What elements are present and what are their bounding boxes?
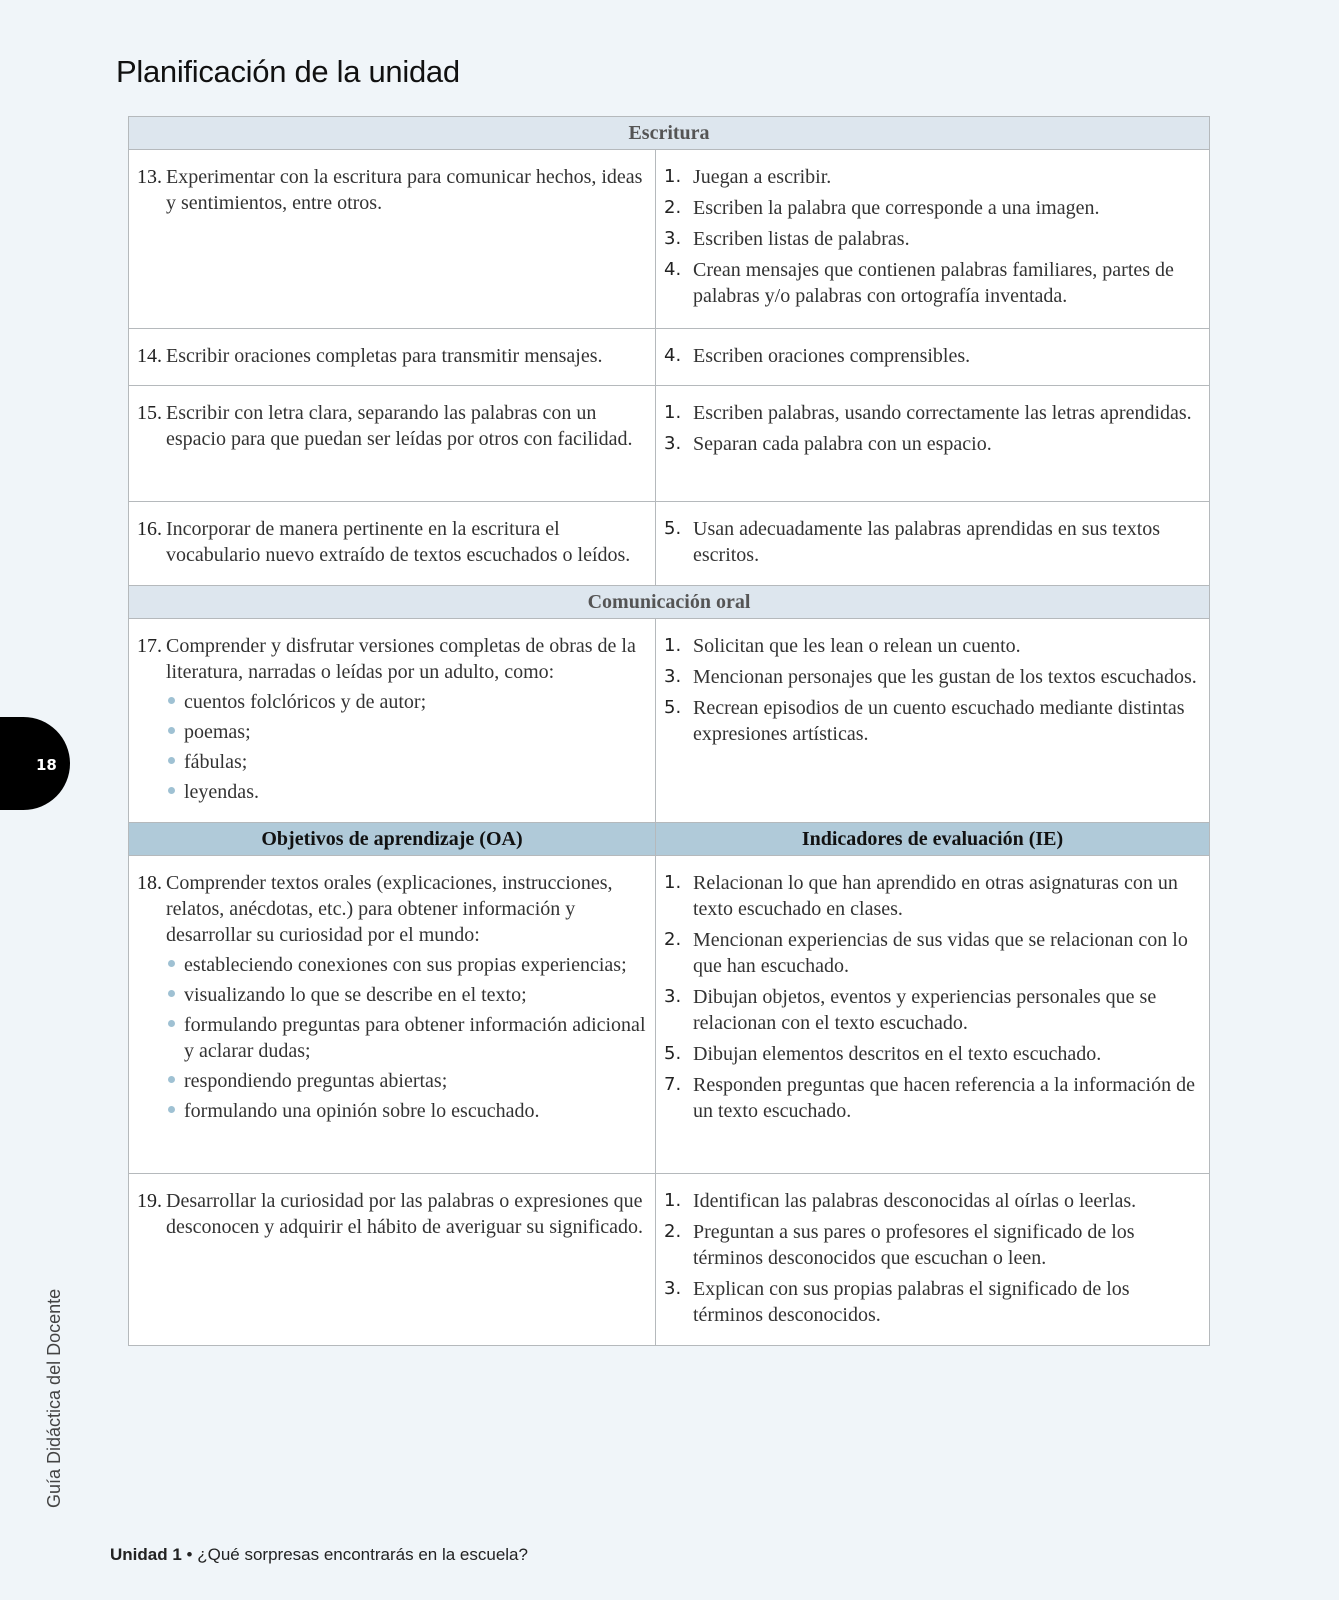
indicator-text: Explican con sus propias palabras el significado de los términos desconocidos. [693,1278,1130,1326]
ie-cell [656,619,1210,823]
column-header-ie: Indicadores de evaluación (IE) [656,823,1210,856]
indicator-number: 2. [664,929,682,950]
indicator-text: Solicitan que les lean o relean un cuento. [693,635,1021,657]
indicator-item [664,195,1203,221]
indicator-text: Crean mensajes que contienen palabras familiares, partes de palabras y/o palabras con ortografía inventada. [693,259,1174,307]
indicator-number: 3. [664,666,682,687]
indicator-number: 2. [664,197,682,218]
oa-text: Experimentar con la escritura para comunicar hechos, ideas y sentimientos, entre otros. [166,166,643,214]
list-item: visualizando lo que se describe en el texto; [166,982,649,1008]
indicator-number: 3. [664,986,682,1007]
ie-cell [656,1174,1210,1346]
indicator-item [664,1219,1203,1271]
indicator-text: Usan adecuadamente las palabras aprendidas en sus textos escritos. [693,518,1161,566]
list-item: formulando una opinión sobre lo escuchado. [166,1098,649,1124]
list-item: leyendas. [166,779,649,805]
oa-text: Incorporar de manera pertinente en la escritura el vocabulario nuevo extraído de textos escuchados o leídos. [166,518,631,566]
list-item: formulando preguntas para obtener información adicional y aclarar dudas; [166,1012,649,1064]
footer-subtitle: ¿Qué sorpresas encontrarás en la escuela? [197,1545,528,1564]
indicator-item [664,1041,1203,1067]
section-row-escritura [129,117,1210,150]
table-row [129,1174,1210,1346]
indicator-text: Dibujan objetos, eventos y experiencias personales que se relacionan con el texto escuchado. [693,986,1157,1034]
oa-cell [129,856,656,1174]
oa-text: Comprender y disfrutar versiones completas de obras de la literatura, narradas o leídas por un adulto, como: [166,635,636,683]
ie-cell [656,329,1210,386]
oa-text: Escribir con letra clara, separando las palabras con un espacio para que puedan ser leídas por otros con facilidad. [166,402,633,450]
indicator-number: 3. [664,433,682,454]
indicator-number: 4. [664,259,682,280]
oa-number: 13. [137,166,162,188]
oa-cell [129,329,656,386]
table-row [129,502,1210,586]
indicator-item [664,633,1203,659]
indicator-text: Relacionan lo que han aprendido en otras asignaturas con un texto escuchado en clases. [693,872,1178,920]
indicator-text: Mencionan experiencias de sus vidas que se relacionan con lo que han escuchado. [693,929,1188,977]
oa-text: Comprender textos orales (explicaciones, instrucciones, relatos, anécdotas, etc.) para obtener información y desarrollar su curiosidad por el mundo: [166,872,613,946]
ie-cell [656,150,1210,329]
indicator-text: Escriben listas de palabras. [693,228,910,250]
list-item: cuentos folclóricos y de autor; [166,689,649,715]
oa-bullet-list [137,689,649,805]
indicator-item [664,164,1203,190]
indicator-text: Recrean episodios de un cuento escuchado mediante distintas expresiones artísticas. [693,697,1185,745]
indicator-number: 1. [664,402,682,423]
table-row [129,856,1210,1174]
oa-cell [129,619,656,823]
column-header-oa: Objetivos de aprendizaje (OA) [129,823,656,856]
ie-cell [656,386,1210,502]
indicator-item [664,343,1203,369]
section-row-comunicacion-oral [129,586,1210,619]
section-heading: Escritura [129,117,1210,150]
indicator-number: 5. [664,697,682,718]
indicator-item [664,516,1203,568]
indicator-number: 2. [664,1221,682,1242]
indicator-item [664,1188,1203,1214]
oa-number: 15. [137,402,162,424]
indicator-number: 3. [664,1278,682,1299]
oa-cell [129,1174,656,1346]
oa-text: Escribir oraciones completas para transmitir mensajes. [166,345,603,367]
indicator-number: 3. [664,228,682,249]
indicator-text: Juegan a escribir. [693,166,832,188]
oa-number: 14. [137,345,162,367]
oa-text: Desarrollar la curiosidad por las palabras o expresiones que desconocen y adquirir el hábito de averiguar su significado. [166,1190,644,1238]
list-item: poemas; [166,719,649,745]
indicator-item [664,400,1203,426]
footer-separator: • [186,1545,193,1564]
ie-cell [656,502,1210,586]
oa-bullet-list [137,952,649,1124]
indicator-text: Escriben la palabra que corresponde a una imagen. [693,197,1100,219]
oa-number: 19. [137,1190,162,1212]
indicator-number: 4. [664,345,682,366]
indicator-item [664,984,1203,1036]
indicator-number: 5. [664,1043,682,1064]
oa-number: 17. [137,635,162,657]
page-title: Planificación de la unidad [116,54,460,89]
indicator-item [664,870,1203,922]
table-row [129,619,1210,823]
indicator-item [664,1276,1203,1328]
indicator-text: Responden preguntas que hacen referencia a la información de un texto escuchado. [693,1074,1195,1122]
list-item: estableciendo conexiones con sus propias experiencias; [166,952,649,978]
footer [110,1545,528,1565]
page-number-tab [0,717,70,810]
oa-cell [129,386,656,502]
column-header-row [129,823,1210,856]
indicator-text: Dibujan elementos descritos en el texto escuchado. [693,1043,1102,1065]
indicator-number: 7. [664,1074,682,1095]
oa-cell [129,150,656,329]
oa-cell [129,502,656,586]
indicator-number: 1. [664,166,682,187]
indicator-text: Identifican las palabras desconocidas al oírlas o leerlas. [693,1190,1137,1212]
indicator-item [664,1072,1203,1124]
indicator-text: Preguntan a sus pares o profesores el significado de los términos desconocidos que escuchan o leen. [693,1221,1135,1269]
indicator-item [664,927,1203,979]
indicator-number: 1. [664,1190,682,1211]
unit-planning-table [128,116,1210,1346]
table-row [129,150,1210,329]
list-item: respondiendo preguntas abiertas; [166,1068,649,1094]
side-label: Guía Didáctica del Docente [44,1288,64,1508]
footer-unit: Unidad 1 [110,1545,182,1564]
list-item: fábulas; [166,749,649,775]
table-row [129,329,1210,386]
ie-cell [656,856,1210,1174]
indicator-text: Separan cada palabra con un espacio. [693,433,992,455]
indicator-item [664,431,1203,457]
oa-number: 18. [137,872,162,894]
table-row [129,386,1210,502]
oa-number: 16. [137,518,162,540]
indicator-item [664,695,1203,747]
indicator-text: Escriben palabras, usando correctamente las letras aprendidas. [693,402,1192,424]
section-heading: Comunicación oral [129,586,1210,619]
page-number: 18 [36,756,57,774]
indicator-number: 5. [664,518,682,539]
indicator-item [664,257,1203,309]
indicator-item [664,664,1203,690]
indicator-item [664,226,1203,252]
indicator-text: Mencionan personajes que les gustan de los textos escuchados. [693,666,1197,688]
indicator-text: Escriben oraciones comprensibles. [693,345,971,367]
indicator-number: 1. [664,635,682,656]
indicator-number: 1. [664,872,682,893]
